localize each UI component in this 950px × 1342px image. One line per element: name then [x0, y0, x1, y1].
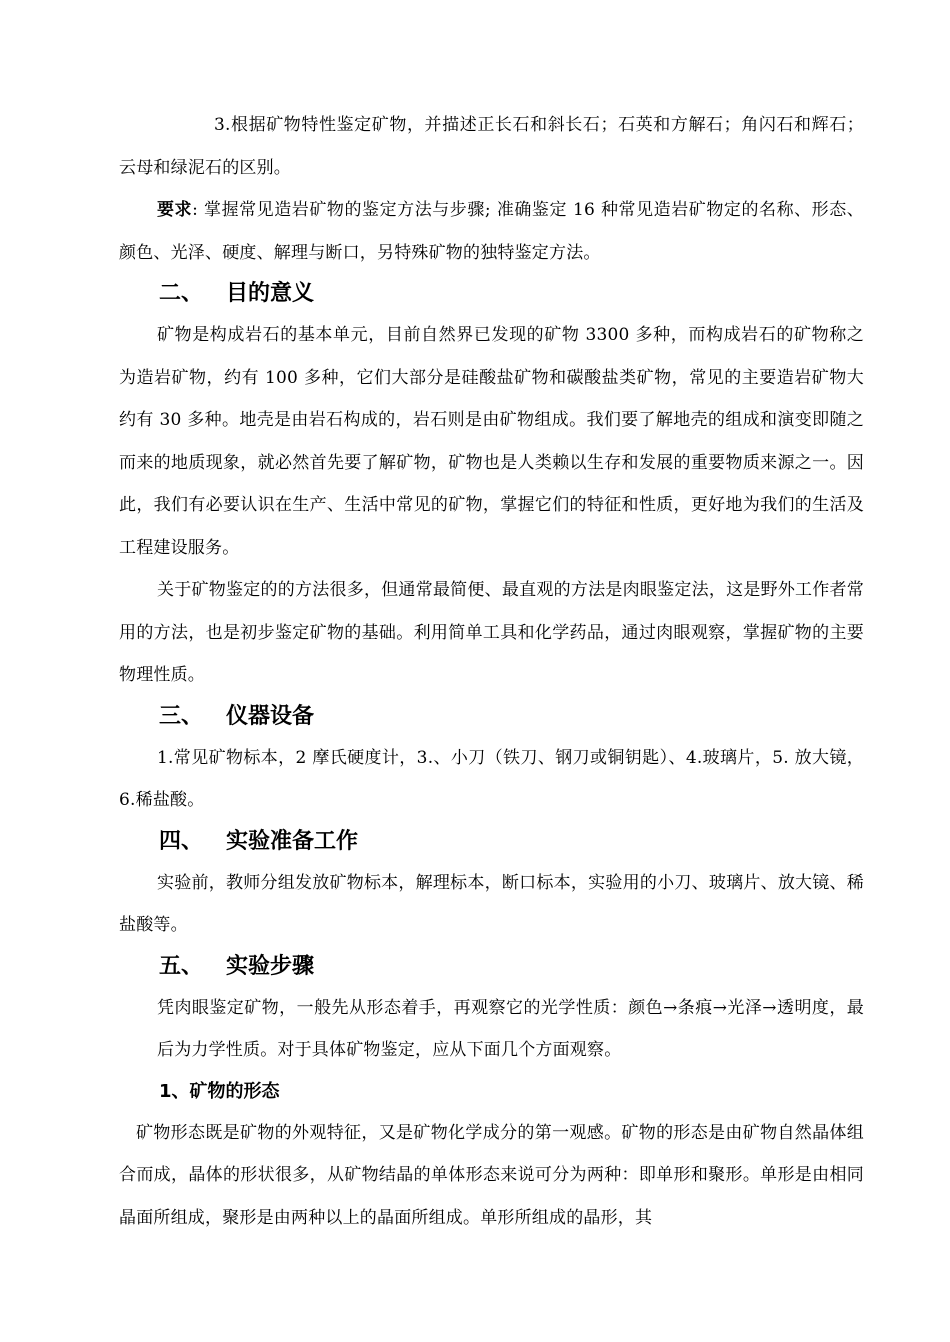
- requirements-label: 要求: [157, 200, 193, 220]
- section-title: 目的意义: [226, 281, 315, 306]
- section-heading-preparation: [119, 822, 864, 862]
- section-number: 三、: [159, 703, 204, 729]
- paragraph-requirements: [119, 189, 864, 274]
- section-heading-equipment: [119, 697, 864, 737]
- section-title: 实验步骤: [226, 953, 315, 979]
- section-number: 五、: [159, 953, 204, 979]
- paragraph-purpose-1: 矿物是构成岩石的基本单元，目前自然界已发现的矿物 3300 多种，而构成岩石的矿物称之为造岩矿物，约有 100 多种，它们大部分是硅酸盐矿物和碳酸盐类矿物，常见的主要造岩矿物大约有 30 多种。地壳是由岩石构成的，岩石则是由矿物组成。我们要了解地壳的组成和演变即随之而来的地质现象，就必然首先要了解矿物，矿物也是人类赖以生存和发展的重要物质来源之一。因此，我们有必要认识在生产、生活中常见的矿物，掌握它们的特征和性质，更好地为我们的生活及工程建设服务。: [119, 325, 864, 558]
- section-number: 二、: [159, 281, 204, 306]
- paragraph-preparation: 实验前，教师分组发放矿物标本，解理标本，断口标本，实验用的小刀、玻璃片、放大镜、稀盐酸等。: [119, 872, 864, 935]
- document-page: [119, 104, 864, 1239]
- section-number: 四、: [159, 828, 204, 854]
- paragraph-task-3: 3.根据矿物特性鉴定矿物，并描述正长石和斜长石；石英和方解石；角闪石和辉石；云母和绿泥石的区别。: [119, 115, 864, 178]
- paragraph-equipment: 1.常见矿物标本，2 摩氏硬度计，3.、小刀（铁刀、钢刀或铜钥匙）、4.玻璃片，5. 放大镜，6.稀盐酸。: [119, 747, 864, 810]
- section-heading-purpose: [119, 274, 864, 314]
- paragraph-steps-intro: 凭肉眼鉴定矿物，一般先从形态着手，再观察它的光学性质：颜色→条痕→光泽→透明度，最后为力学性质。对于具体矿物鉴定，应从下面几个方面观察。: [157, 997, 864, 1060]
- subsection-heading-mineral-form: 1、矿物的形态: [159, 1080, 280, 1102]
- paragraph-purpose-2: 关于矿物鉴定的的方法很多，但通常最简便、最直观的方法是肉眼鉴定法，这是野外工作者常用的方法，也是初步鉴定矿物的基础。利用简单工具和化学药品，通过肉眼观察，掌握矿物的主要物理性质。: [119, 580, 864, 685]
- section-heading-steps: [119, 947, 864, 987]
- paragraph-mineral-form: 矿物形态既是矿物的外观特征，又是矿物化学成分的第一观感。矿物的形态是由矿物自然晶体组合而成，晶体的形状很多，从矿物结晶的单体形态来说可分为两种：即单形和聚形。单形是由相同晶面所组成，聚形是由两种以上的晶面所组成。单形所组成的晶形，其: [119, 1122, 864, 1228]
- section-title: 实验准备工作: [226, 828, 359, 854]
- section-title: 仪器设备: [226, 703, 315, 729]
- requirements-text: : 掌握常见造岩矿物的鉴定方法与步骤; 准确鉴定 16 种常见造岩矿物定的名称、形态、颜色、光泽、硬度、解理与断口，另特殊矿物的独特鉴定方法。: [119, 200, 864, 263]
